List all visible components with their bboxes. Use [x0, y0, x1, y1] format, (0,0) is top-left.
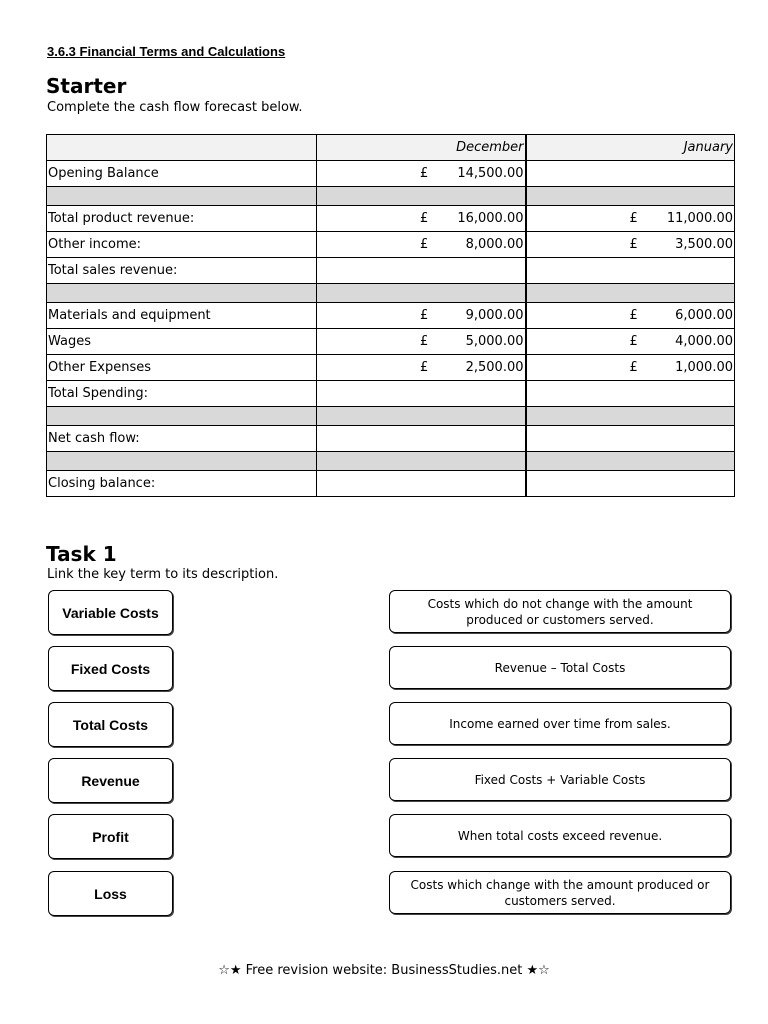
- row-label: Wages: [47, 329, 317, 355]
- january-cell[interactable]: [526, 355, 735, 381]
- table-row: [47, 161, 735, 187]
- amount: 6,000.00: [675, 308, 733, 323]
- row-label: Total Spending:: [47, 381, 317, 407]
- amount: 5,000.00: [465, 334, 524, 349]
- description-box[interactable]: Costs which do not change with the amount produced or customers served.: [389, 590, 731, 633]
- january-cell[interactable]: [526, 258, 735, 284]
- december-cell[interactable]: [317, 161, 526, 187]
- december-cell[interactable]: [317, 426, 526, 452]
- row-label: Net cash flow:: [47, 426, 317, 452]
- december-cell[interactable]: [317, 355, 526, 381]
- amount: 8,000.00: [465, 237, 524, 252]
- spacer-row: [47, 407, 735, 426]
- currency-symbol: £: [420, 308, 429, 323]
- table-row: [47, 329, 735, 355]
- description-box[interactable]: Fixed Costs + Variable Costs: [389, 758, 731, 801]
- currency-symbol: £: [629, 308, 638, 323]
- currency-symbol: £: [420, 166, 429, 181]
- december-cell[interactable]: [317, 206, 526, 232]
- currency-symbol: £: [420, 360, 429, 375]
- table-row: [47, 258, 735, 284]
- table-row: [47, 426, 735, 452]
- amount: 4,000.00: [675, 334, 733, 349]
- header-blank-cell: [47, 135, 317, 161]
- amount: 16,000.00: [457, 211, 524, 226]
- december-cell[interactable]: [317, 258, 526, 284]
- spacer-row: [47, 452, 735, 471]
- currency-symbol: £: [629, 360, 638, 375]
- row-label: Total product revenue:: [47, 206, 317, 232]
- term-box-fixed-costs[interactable]: Fixed Costs: [48, 646, 173, 691]
- currency-symbol: £: [629, 211, 638, 226]
- row-label: Other income:: [47, 232, 317, 258]
- amount: 1,000.00: [675, 360, 733, 375]
- term-box-total-costs[interactable]: Total Costs: [48, 702, 173, 747]
- description-box[interactable]: Revenue – Total Costs: [389, 646, 731, 689]
- january-cell[interactable]: [526, 329, 735, 355]
- term-box-variable-costs[interactable]: Variable Costs: [48, 590, 173, 635]
- document-title: 3.6.3 Financial Terms and Calculations: [47, 44, 286, 59]
- spacer-row: [47, 284, 735, 303]
- amount: 14,500.00: [457, 166, 524, 181]
- january-cell[interactable]: [526, 206, 735, 232]
- cash-flow-table: [46, 134, 735, 497]
- month-header-january: January: [526, 135, 735, 161]
- amount: 3,500.00: [675, 237, 733, 252]
- description-box[interactable]: When total costs exceed revenue.: [389, 814, 731, 857]
- term-box-revenue[interactable]: Revenue: [48, 758, 173, 803]
- table-header-row: [47, 135, 735, 161]
- month-header-december: December: [317, 135, 526, 161]
- table-row: [47, 303, 735, 329]
- currency-symbol: £: [629, 334, 638, 349]
- description-box[interactable]: Costs which change with the amount produced or customers served.: [389, 871, 731, 914]
- row-label: Opening Balance: [47, 161, 317, 187]
- table-row: [47, 381, 735, 407]
- december-cell[interactable]: [317, 232, 526, 258]
- amount: 2,500.00: [465, 360, 524, 375]
- january-cell[interactable]: [526, 232, 735, 258]
- january-cell[interactable]: [526, 471, 735, 497]
- january-cell[interactable]: [526, 303, 735, 329]
- table-row: [47, 206, 735, 232]
- row-label: Materials and equipment: [47, 303, 317, 329]
- spacer-row: [47, 187, 735, 206]
- table-row: [47, 471, 735, 497]
- table-row: [47, 232, 735, 258]
- currency-symbol: £: [629, 237, 638, 252]
- january-cell[interactable]: [526, 381, 735, 407]
- task1-heading: Task 1: [46, 542, 117, 566]
- task1-intro: Link the key term to its description.: [47, 567, 279, 582]
- amount: 11,000.00: [666, 211, 733, 226]
- currency-symbol: £: [420, 334, 429, 349]
- january-cell[interactable]: [526, 426, 735, 452]
- row-label: Total sales revenue:: [47, 258, 317, 284]
- january-cell[interactable]: [526, 161, 735, 187]
- december-cell[interactable]: [317, 329, 526, 355]
- term-box-profit[interactable]: Profit: [48, 814, 173, 859]
- starter-intro: Complete the cash flow forecast below.: [47, 100, 303, 115]
- term-box-loss[interactable]: Loss: [48, 871, 173, 916]
- description-box[interactable]: Income earned over time from sales.: [389, 702, 731, 745]
- december-cell[interactable]: [317, 381, 526, 407]
- table-row: [47, 355, 735, 381]
- row-label: Other Expenses: [47, 355, 317, 381]
- footer-revision-link[interactable]: ☆★ Free revision website: BusinessStudies.net ★☆: [218, 963, 550, 978]
- december-cell[interactable]: [317, 471, 526, 497]
- starter-heading: Starter: [46, 74, 127, 98]
- currency-symbol: £: [420, 237, 429, 252]
- row-label: Closing balance:: [47, 471, 317, 497]
- currency-symbol: £: [420, 211, 429, 226]
- amount: 9,000.00: [465, 308, 524, 323]
- december-cell[interactable]: [317, 303, 526, 329]
